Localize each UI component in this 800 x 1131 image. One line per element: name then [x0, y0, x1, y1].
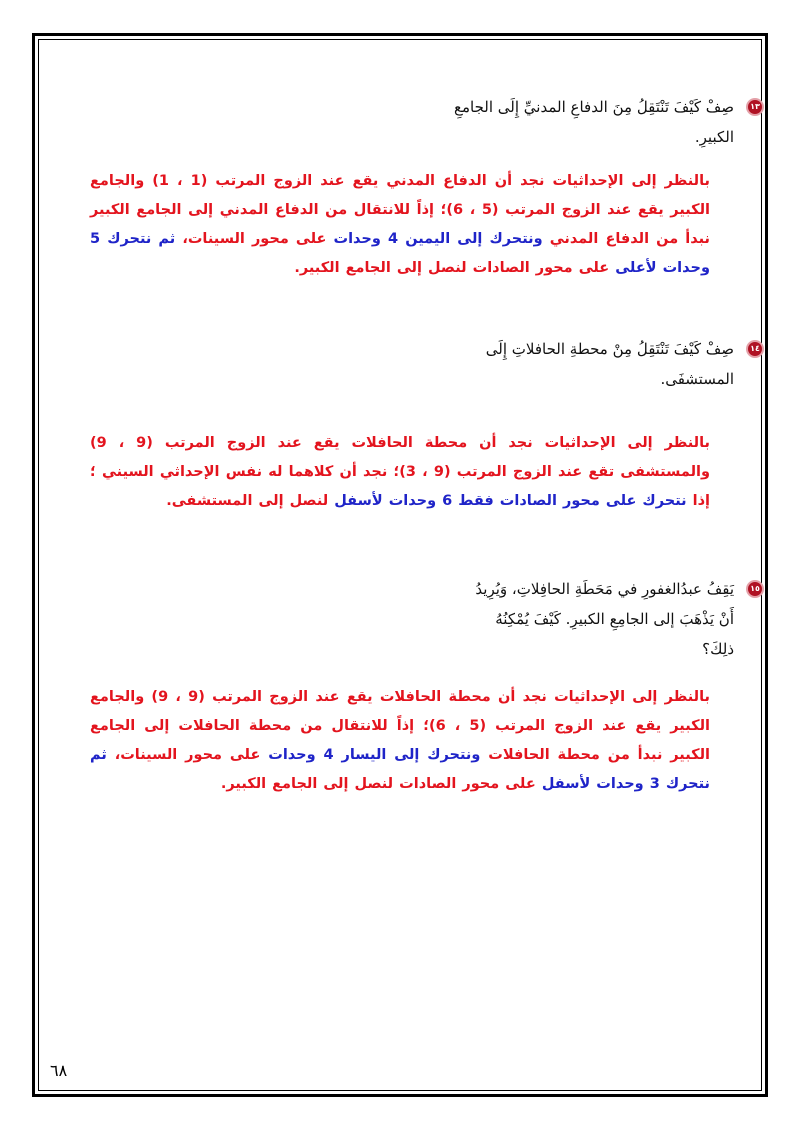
- answer-15: [90, 683, 710, 799]
- page-number: ٦٨: [50, 1061, 68, 1080]
- question-line: يَقِفُ عبدُالغفورِ في مَحَطَةِ الحافِلاتِ، وَيُرِيدُ: [475, 580, 734, 598]
- question-number-badge: ١٣: [746, 98, 764, 116]
- question-line: أَنْ يَذْهَبَ إلى الجامِعِ الكبيرِ. كَيْفَ يُمْكِنُهُ: [495, 610, 734, 628]
- question-13: [454, 92, 760, 152]
- answer-segment: ثم نتحرك 5 وحدات لأعلى: [90, 231, 710, 276]
- question-line: الكبيرِ.: [694, 128, 734, 146]
- answer-segment: لنصل إلى المستشفى.: [166, 493, 329, 509]
- question-14: [485, 334, 760, 394]
- question-15: [475, 574, 760, 664]
- answer-segment: على محور السينات،: [106, 747, 261, 763]
- answer-segment: بالنظر إلى الإحداثيات نجد أن الدفاع المدني يقع عند الزوج المرتب (1 ، 1) والجامع الكبير يقع عند الزوج المرتب (5 ، 6)؛ إذاً للانتقال من الدفاع المدني إلى الجامع الكبير نبدأ من الدفاع المدني: [90, 173, 711, 247]
- question-line: صِفْ كَيْفَ تَنْتَقِلُ مِنَ الدفاعِ المدنيِّ إِلَى الجامعِ: [454, 98, 734, 116]
- answer-segment: ونتحرك إلى اليسار 4 وحدات: [260, 747, 481, 763]
- question-line: ذلِكَ؟: [702, 640, 734, 658]
- question-line: صِفْ كَيْفَ تَنْتَقِلُ مِنْ محطةِ الحافلاتِ إِلَى: [485, 340, 734, 358]
- answer-13: [90, 167, 710, 283]
- answer-segment: ونتحرك إلى اليمين 4 وحدات: [326, 231, 543, 247]
- question-number-badge: ١٤: [746, 340, 764, 358]
- question-number-badge: ١٥: [746, 580, 764, 598]
- question-line: المستشفَى.: [660, 370, 734, 388]
- answer-segment: نتحرك على محور الصادات فقط 6 وحدات لأسفل: [328, 493, 687, 509]
- answer-segment: بالنظر إلى الإحداثيات نجد أن محطة الحافلات يقع عند الزوج المرتب (9 ، 9) والمستشفى تقع عند الزوج المرتب (9 ، 3)؛ نجد أن كلاهما له نفس الإحداثي السيني ؛إذا: [90, 435, 711, 509]
- answer-segment: على محور الصادات لنصل إلى الجامع الكبير.: [294, 260, 610, 276]
- answer-segment: على محور السينات،: [175, 231, 327, 247]
- answer-14: [90, 429, 710, 516]
- answer-segment: ثم نتحرك 3 وحدات لأسفل: [90, 747, 710, 792]
- answer-segment: على محور الصادات لنصل إلى الجامع الكبير.: [220, 776, 536, 792]
- answer-segment: بالنظر إلى الإحداثيات نجد أن محطة الحافلات يقع عند الزوج المرتب (9 ، 9) والجامع الكبير يقع عند الزوج المرتب (5 ، 6)؛ إذاً للانتقال من محطة الحافلات إلى الجامع الكبير نبدأ من محطة الحافلات: [90, 689, 710, 763]
